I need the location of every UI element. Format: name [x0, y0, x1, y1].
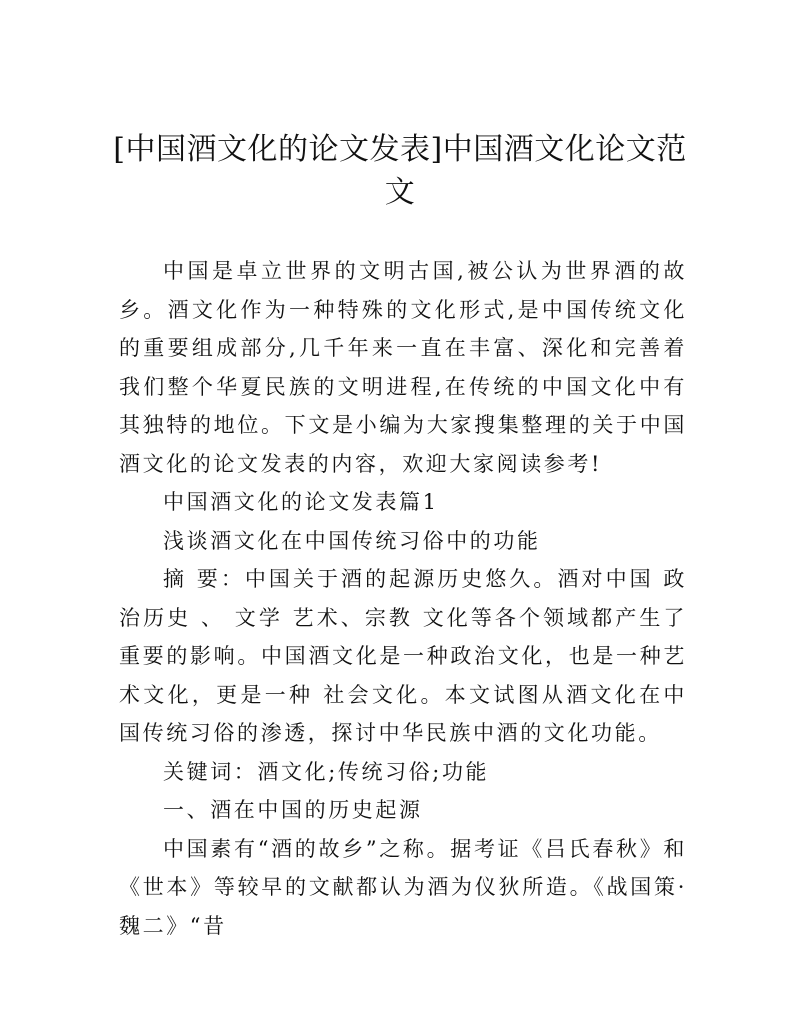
article-title: 浅谈酒文化在中国传统习俗中的功能	[163, 528, 541, 553]
section-heading: 中国酒文化的论文发表篇1	[163, 490, 439, 514]
document-body	[119, 252, 687, 945]
keywords-line: 关键词：酒文化;传统习俗;功能	[163, 759, 490, 784]
intro-paragraph: 中国是卓立世界的文明古国,被公认为世界酒的故乡。酒文化作为一种特殊的文化形式,是中国传统文化的重要组成部分,几千年来一直在丰富、深化和完善着我们整个华夏民族的文明进程,在传统的中国文化中有其独特的地位。下文是小编为大家搜集整理的关于中国酒文化的论文发表的内容，欢迎大家阅读参考!	[119, 259, 687, 476]
abstract-paragraph: 摘 要：中国关于酒的起源历史悠久。酒对中国 政治历史 、 文学 艺术、宗教 文化等各个领域都产生了重要的影响。中国酒文化是一种政治文化，也是一种艺术文化，更是一种 社会文化。本文试图从酒文化在中国传统习俗的渗透，探讨中华民族中酒的文化功能。	[119, 567, 687, 745]
subsection-heading: 一、酒在中国的历史起源	[163, 798, 423, 822]
body-paragraph: 中国素有“酒的故乡”之称。据考证《吕氏春秋》和《世本》等较早的文献都认为酒为仪狄所造。《战国策·魏二》“昔	[119, 836, 687, 938]
document-title: [中国酒文化的论文发表]中国酒文化论文范文	[113, 132, 687, 210]
